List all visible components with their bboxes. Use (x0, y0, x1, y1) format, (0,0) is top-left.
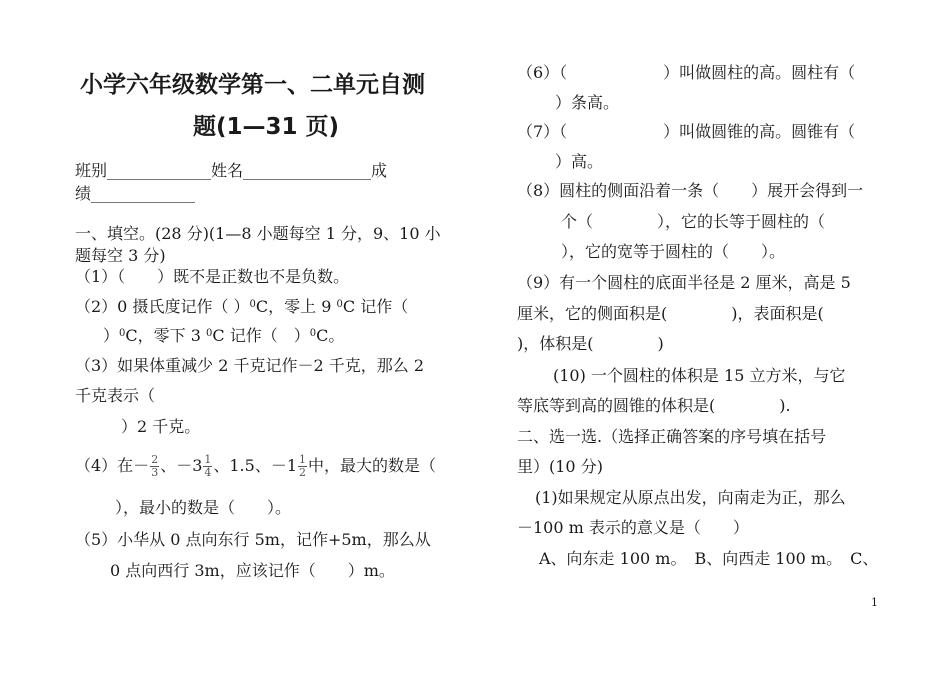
question-2-line2 (103, 324, 344, 348)
fraction-one-quarter (203, 454, 212, 479)
question-9-line2: 厘米，它的侧面积是( )，表面积是( (517, 304, 824, 323)
q2-text-g: C。 (316, 326, 345, 345)
q2-text-b: C，零上 9 (255, 297, 337, 316)
question-8-line3: ），它的宽等于圆柱的（ ）。 (561, 242, 786, 261)
question-5-line1: （5）小华从 0 点向东行 5m，记作+5m，那么从 (75, 530, 431, 549)
q2-text-a: （2）0 摄氏度记作（ ） (75, 297, 250, 316)
degree-sup: 0 (249, 299, 256, 310)
score-line: 绩_____________ (75, 184, 196, 203)
question-8-line1: （8）圆柱的侧面沿着一条（ ）展开会得到一 (517, 181, 864, 200)
q2-text-c: C 记作（ (342, 297, 409, 316)
degree-sup: 0 (336, 299, 343, 310)
question-4-line1 (75, 454, 436, 479)
section2-heading-cont: 里）(10 分) (517, 457, 603, 476)
question-3-line1: （3）如果体重减少 2 千克记作－2 千克，那么 2 (75, 356, 425, 375)
q4-text-c: 、1.5、－1 (213, 456, 298, 475)
question-7-line1: （7）（ ）叫做圆锥的高。圆锥有（ (517, 122, 856, 141)
fraction-two-thirds (150, 454, 159, 479)
section2-heading: 二、选一选.（选择正确答案的序号填在括号 (517, 427, 827, 446)
fraction-numerator: 1 (204, 453, 212, 466)
section1-heading: 一、填空。(28 分)(1—8 小题每空 1 分，9、10 小 (75, 224, 441, 243)
section2-question-1-line1: (1)如果规定从原点出发，向南走为正，那么 (535, 488, 846, 507)
question-5-line2: 0 点向西行 3m，应该记作（ ）m。 (110, 561, 395, 580)
page-title-line2: 题(1—31 页) (193, 114, 340, 140)
q4-text-a: （4）在－ (75, 456, 150, 475)
question-9-line1: （9）有一个圆柱的底面半径是 2 厘米，高是 5 (517, 273, 851, 292)
fraction-numerator: 2 (151, 453, 159, 466)
q2-text-f: C 记作（ ） (212, 326, 310, 345)
q4-text-b: 、－3 (160, 456, 203, 475)
degree-sup: 0 (309, 328, 317, 339)
q2-text-d: ） (103, 326, 120, 345)
degree-sup: 0 (206, 328, 213, 339)
fraction-numerator: 1 (299, 453, 307, 466)
question-1: （1）（ ）既不是正数也不是负数。 (75, 267, 350, 286)
page-number: 1 (871, 596, 878, 609)
question-3-line2: 千克表示（ (75, 386, 156, 405)
section2-question-1-line2: －100 m 表示的意义是（ ） (517, 518, 749, 537)
question-3-line3: ）2 千克。 (121, 417, 201, 436)
question-10-line2: 等底等到高的圆锥的体积是( ). (517, 396, 791, 415)
question-6-line1: （6）（ ）叫做圆柱的高。圆柱有（ (517, 63, 856, 82)
question-8-line2: 个（ ），它的长等于圆柱的（ (561, 212, 826, 231)
q4-text-d: 中，最大的数是（ (308, 456, 437, 475)
section1-heading-cont: 题每空 3 分) (75, 246, 166, 265)
page-title-line1: 小学六年级数学第一、二单元自测 (80, 72, 425, 98)
section2-question-1-options: A、向东走 100 m。 B、向西走 100 m。 C、 (539, 549, 879, 568)
question-6-line2: ）条高。 (555, 93, 620, 112)
question-2-line1 (75, 295, 408, 319)
question-9-line3: )，体积是( ) (517, 334, 664, 353)
fraction-denominator: 2 (299, 466, 307, 479)
fraction-denominator: 4 (204, 466, 212, 479)
degree-sup: 0 (119, 328, 126, 339)
q2-text-e: C，零下 3 (125, 326, 206, 345)
class-name-line: 班别_____________姓名________________成 (75, 161, 388, 180)
fraction-denominator: 3 (151, 466, 159, 479)
question-7-line2: ）高。 (555, 152, 604, 171)
fraction-one-half (298, 454, 307, 479)
question-10-line1: (10) 一个圆柱的体积是 15 立方米，与它 (553, 366, 846, 385)
question-4-line2: ），最小的数是（ ）。 (115, 498, 292, 517)
